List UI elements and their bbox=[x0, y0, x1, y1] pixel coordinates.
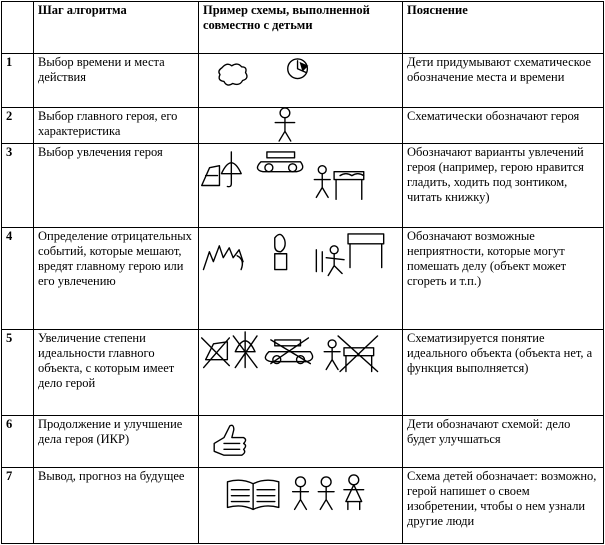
step-cell: Выбор увлечения героя bbox=[34, 144, 199, 228]
example-cell bbox=[199, 54, 403, 108]
row-number: 7 bbox=[2, 468, 34, 544]
explanation-cell: Обозначают возможные неприятности, которые могут помешать делу (объект может сгореть и т.п.) bbox=[403, 228, 604, 330]
explanation-cell: Обозначают варианты увлечений героя (например, герою нравится гладить, ходить под зонтиком, читать книжку) bbox=[403, 144, 604, 228]
explanation-cell: Схема детей обозначает: возможно, герой напишет о своем изобретении, чтобы о нем узнали другие люди bbox=[403, 468, 604, 544]
table-row bbox=[2, 54, 604, 108]
step-cell: Увеличение степени идеальности главного объекта, с которым имеет дело герой bbox=[34, 330, 199, 416]
example-cell bbox=[199, 108, 403, 144]
table-row bbox=[2, 228, 604, 330]
row-number: 2 bbox=[2, 108, 34, 144]
row-number: 1 bbox=[2, 54, 34, 108]
algorithm-table bbox=[1, 1, 604, 544]
table-header-row bbox=[2, 2, 604, 54]
example-cell bbox=[199, 228, 403, 330]
explanation-cell: Дети обозначают схемой: дело будет улучшаться bbox=[403, 416, 604, 468]
table-row bbox=[2, 108, 604, 144]
forecast-scheme-icon bbox=[199, 468, 402, 543]
example-cell bbox=[199, 330, 403, 416]
header-example: Пример схемы, выполненной совместно с детьми bbox=[199, 2, 403, 54]
row-number: 3 bbox=[2, 144, 34, 228]
explanation-cell: Схематически обозначают героя bbox=[403, 108, 604, 144]
hero-figure-icon bbox=[199, 108, 402, 143]
row-number: 4 bbox=[2, 228, 34, 330]
explanation-cell: Дети придумывают схематическое обозначение места и времени bbox=[403, 54, 604, 108]
header-step: Шаг алгоритма bbox=[34, 2, 199, 54]
step-cell: Продолжение и улучшение дела героя (ИКР) bbox=[34, 416, 199, 468]
negative-events-icon bbox=[199, 228, 402, 329]
step-cell: Выбор главного героя, его характеристика bbox=[34, 108, 199, 144]
example-cell bbox=[199, 416, 403, 468]
thumbs-up-icon bbox=[199, 416, 402, 467]
table-row bbox=[2, 144, 604, 228]
hobby-options-icon bbox=[199, 144, 402, 227]
table-row bbox=[2, 468, 604, 544]
row-number: 5 bbox=[2, 330, 34, 416]
explanation-cell: Схематизируется понятие идеального объекта (объекта нет, а функция выполняется) bbox=[403, 330, 604, 416]
step-cell: Вывод, прогноз на будущее bbox=[34, 468, 199, 544]
ideal-object-crossed-icon bbox=[199, 330, 402, 415]
place-and-time-scheme-icon bbox=[199, 54, 402, 107]
example-cell bbox=[199, 144, 403, 228]
table-row bbox=[2, 330, 604, 416]
header-number-cell bbox=[2, 2, 34, 54]
example-cell bbox=[199, 468, 403, 544]
row-number: 6 bbox=[2, 416, 34, 468]
header-explanation: Пояснение bbox=[403, 2, 604, 54]
step-cell: Определение отрицательных событий, которые мешают, вредят главному герою или его увлечению bbox=[34, 228, 199, 330]
table-row bbox=[2, 416, 604, 468]
step-cell: Выбор времени и места действия bbox=[34, 54, 199, 108]
